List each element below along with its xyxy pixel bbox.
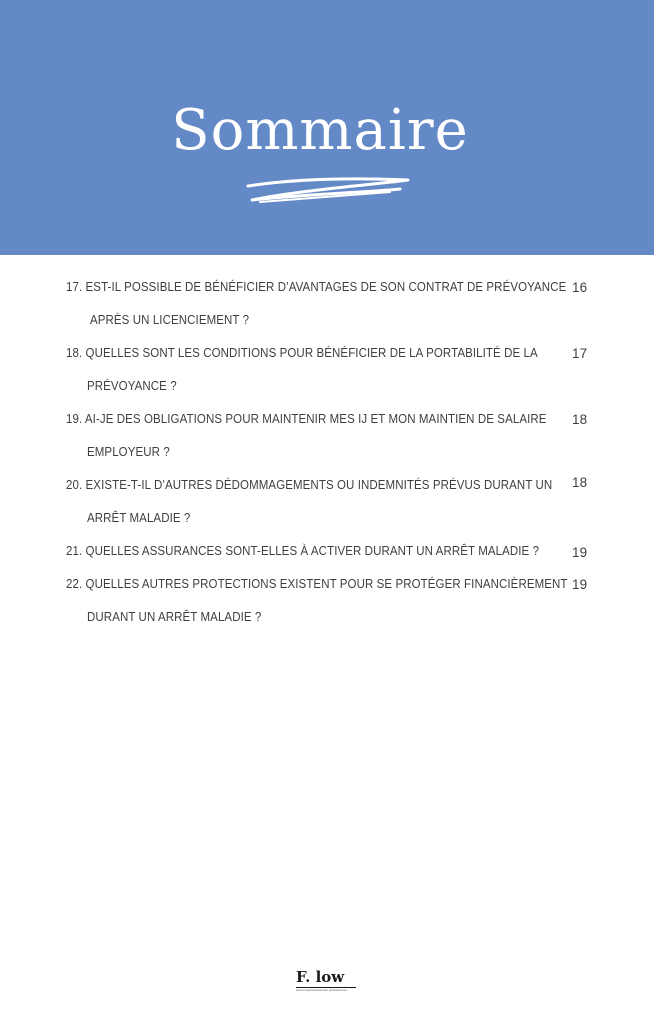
toc-entry-title-continued: EMPLOYEUR ? (87, 445, 170, 459)
toc-page-number: 19 (572, 545, 588, 560)
toc-entry-title: 22. QUELLES AUTRES PROTECTIONS EXISTENT POUR SE PROTÉGER FINANCIÈREMENT (66, 577, 568, 591)
toc-entry-title: 20. EXISTE-T-IL D’AUTRES DÉDOMMAGEMENTS OU INDEMNITÉS PRÉVUS DURANT UN (66, 478, 553, 492)
toc-entry-title: 19. AI-JE DES OBLIGATIONS POUR MAINTENIR MES IJ ET MON MAINTIEN DE SALAIRE (66, 412, 547, 426)
toc-entry-title-continued: APRÈS UN LICENCIEMENT ? (90, 313, 250, 327)
toc-page-number: 19 (572, 577, 588, 592)
toc-entry-title-continued: DURANT UN ARRÊT MALADIE ? (87, 610, 262, 624)
toc-entry-title: 18. QUELLES SONT LES CONDITIONS POUR BÉNÉFICIER DE LA PORTABILITÉ DE LA (66, 346, 538, 360)
toc-page-number: 18 (572, 412, 588, 427)
header-banner (0, 0, 654, 255)
toc-entry-title-continued: ARRÊT MALADIE ? (87, 511, 191, 525)
toc-entry-title: 21. QUELLES ASSURANCES SONT-ELLES À ACTIVER DURANT UN ARRÊT MALADIE ? (66, 544, 540, 558)
toc-entry-title: 17. EST-IL POSSIBLE DE BÉNÉFICIER D’AVANTAGES DE SON CONTRAT DE PRÉVOYANCE (66, 280, 567, 294)
logo-tagline: entrer l'épanouissement professionnel (296, 988, 347, 992)
toc-page-number: 18 (572, 475, 588, 490)
toc-entry-title-continued: PRÉVOYANCE ? (87, 379, 177, 393)
page-title: Sommaire (171, 98, 469, 163)
toc-page-number: 16 (572, 280, 588, 295)
flourish-underline-icon (240, 172, 415, 212)
toc-page-number: 17 (572, 346, 588, 361)
logo-mark: F. low (296, 968, 345, 986)
brand-logo (296, 968, 358, 998)
